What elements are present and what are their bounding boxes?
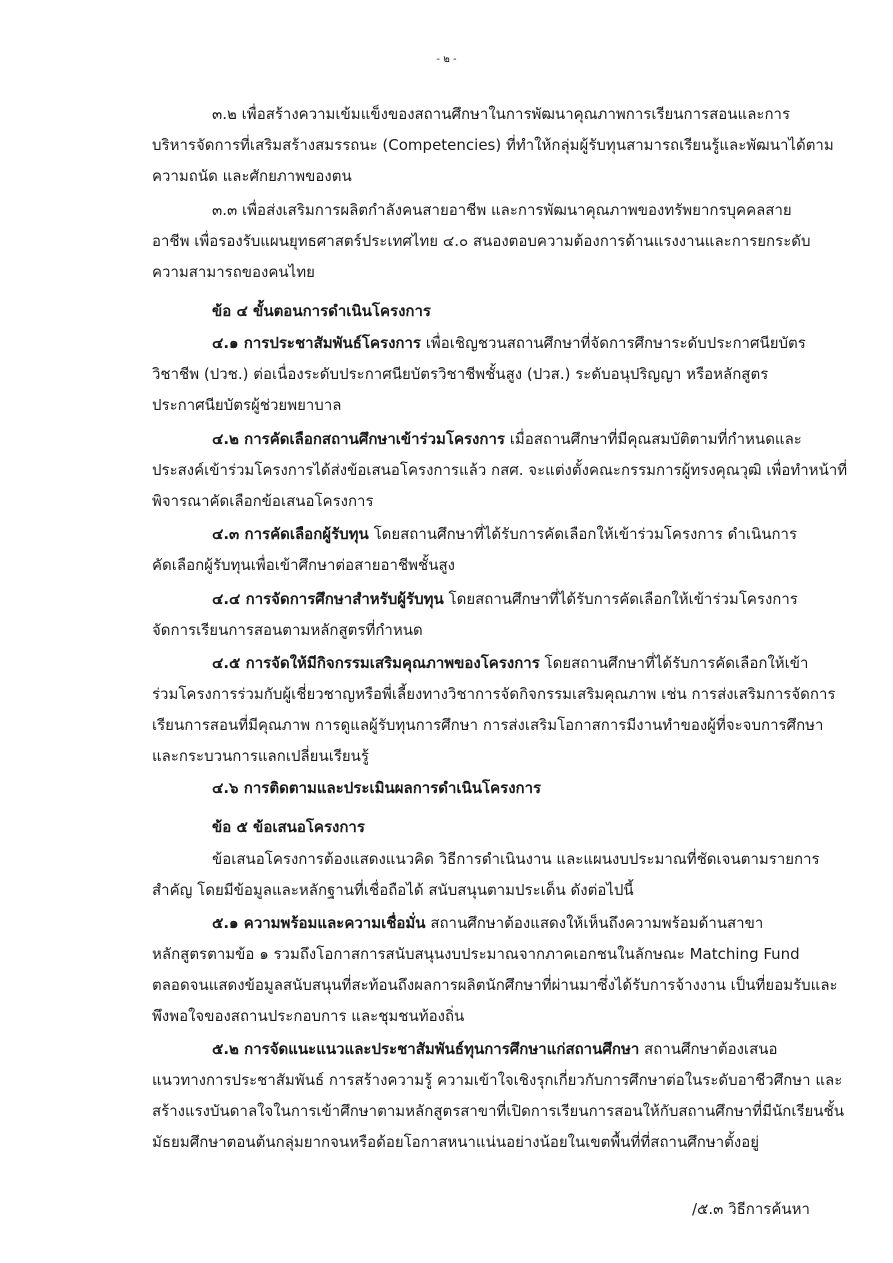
para-4-1-text: เพื่อเชิญชวนสถานศึกษาที่จัดการศึกษาระดับประกาศนียบัตร (420, 334, 806, 352)
para-4-3-text: โดยสถานศึกษาที่ได้รับการคัดเลือกให้เข้าร่วมโครงการ ดำเนินการ (368, 525, 798, 543)
para-3-2-line-3: ความถนัด และศักยภาพของตน (152, 167, 352, 185)
para-4-2-line-3: พิจารณาคัดเลือกข้อเสนอโครงการ (152, 492, 374, 510)
para-4-1-line-3: ประกาศนียบัตรผู้ช่วยพยาบาล (152, 396, 342, 414)
para-4-3-line-1 (212, 524, 797, 544)
para-4-4-title: ๔.๔ การจัดการศึกษาสำหรับผู้รับทุน (212, 590, 444, 608)
para-4-5-title: ๔.๕ การจัดให้มีกิจกรรมเสริมคุณภาพของโครงการ (212, 654, 540, 672)
para-3-2-line-2: บริหารจัดการที่เสริมสร้างสมรรถนะ (Competencies) ที่ทำให้กลุ่มผู้รับทุนสามารถเรียนรู้และพัฒนาได้ตาม (152, 136, 834, 154)
para-5-line-1: ข้อเสนอโครงการต้องแสดงแนวคิด วิธีการดำเนินงาน และแผนงบประมาณที่ชัดเจนตามรายการ (212, 850, 820, 868)
section-4-heading: ข้อ ๔ ขั้นตอนการดำเนินโครงการ (212, 302, 431, 320)
para-5-2-title: ๕.๒ การจัดแนะแนวและประชาสัมพันธ์ทุนการศึกษาแก่สถานศึกษา (212, 1040, 640, 1058)
para-5-2-line-2: แนวทางการประชาสัมพันธ์ การสร้างความรู้ ความเข้าใจเชิงรุกเกี่ยวกับการศึกษาต่อในระดับอาชีวศึกษา และ (152, 1071, 843, 1089)
para-5-2-line-4: มัธยมศึกษาตอนต้นกลุ่มยากจนหรือด้อยโอกาสหนาแน่นอย่างน้อยในเขตพื้นที่ที่สถานศึกษาตั้งอยู่ (152, 1133, 759, 1151)
para-5-1-title: ๕.๑ ความพร้อมและความเชื่อมั่น (212, 914, 426, 932)
para-4-2-line-2: ประสงค์เข้าร่วมโครงการได้ส่งข้อเสนอโครงการแล้ว กสศ. จะแต่งตั้งคณะกรรมการผู้ทรงคุณวุฒิ เพื่อทำหน้าที่ (152, 461, 848, 479)
para-4-5-line-4: และกระบวนการแลกเปลี่ยนเรียนรู้ (152, 747, 369, 765)
para-4-6: ๔.๖ การติดตามและประเมินผลการดำเนินโครงการ (212, 779, 542, 797)
para-5-2-line-1 (212, 1039, 777, 1059)
para-5-1-line-3: ตลอดจนแสดงข้อมูลสนับสนุนที่สะท้อนถึงผลการผลิตนักศึกษาที่ผ่านมาซึ่งได้รับการจ้างงาน เป็นที่ยอมรับและ (152, 976, 838, 994)
para-4-2-title: ๔.๒ การคัดเลือกสถานศึกษาเข้าร่วมโครงการ (212, 430, 505, 448)
para-4-2-text: เมื่อสถานศึกษาที่มีคุณสมบัติตามที่กำหนดและ (504, 430, 802, 448)
para-4-3-title: ๔.๓ การคัดเลือกผู้รับทุน (212, 525, 369, 543)
para-4-5-line-2: ร่วมโครงการร่วมกับผู้เชี่ยวชาญหรือพี่เลี้ยงทางวิชาการจัดกิจกรรมเสริมคุณภาพ เช่น การส่งเสริมการจัดการ (152, 685, 836, 703)
para-4-5-line-1 (212, 653, 808, 673)
para-4-1-line-1 (212, 333, 806, 353)
para-5-2-text: สถานศึกษาต้องเสนอ (639, 1040, 778, 1058)
para-4-3-line-2: คัดเลือกผู้รับทุนเพื่อเข้าศึกษาต่อสายอาชีพชั้นสูง (152, 556, 455, 574)
para-5-1-line-1 (212, 913, 763, 933)
para-4-1-title: ๔.๑ การประชาสัมพันธ์โครงการ (212, 334, 421, 352)
para-5-1-line-2: หลักสูตรตามข้อ ๑ รวมถึงโอกาสการสนับสนุนงบประมาณจากภาคเอกชนในลักษณะ Matching Fund (152, 945, 800, 963)
para-4-1-line-2: วิชาชีพ (ปวช.) ต่อเนื่องระดับประกาศนียบัตรวิชาชีพชั้นสูง (ปวส.) ระดับอนุปริญญา หรือหลักสูตร (152, 365, 769, 383)
para-3-2-line-1: ๓.๒ เพื่อสร้างความเข้มแข็งของสถานศึกษาในการพัฒนาคุณภาพการเรียนการสอนและการ (212, 105, 791, 123)
para-4-4-line-2: จัดการเรียนการสอนตามหลักสูตรที่กำหนด (152, 621, 423, 639)
next-page-marker: /๕.๓ วิธีการค้นหา (692, 1200, 810, 1218)
para-4-5-text: โดยสถานศึกษาที่ได้รับการคัดเลือกให้เข้า (539, 654, 809, 672)
para-5-1-line-4: พึงพอใจของสถานประกอบการ และชุมชนท้องถิ่น (152, 1007, 465, 1025)
para-5-line-2: สำคัญ โดยมีข้อมูลและหลักฐานที่เชื่อถือได้ สนับสนุนตามประเด็น ดังต่อไปนี้ (152, 881, 634, 899)
para-3-3-line-2: อาชีพ เพื่อรองรับแผนยุทธศาสตร์ประเทศไทย ๔.๐ สนองตอบความต้องการด้านแรงงานและการยกระดับ (152, 232, 811, 250)
para-4-5-line-3: เรียนการสอนที่มีคุณภาพ การดูแลผู้รับทุนการศึกษา การส่งเสริมโอกาสการมีงานทำของผู้ที่จะจบการศึกษา (152, 716, 824, 734)
para-5-1-text: สถานศึกษาต้องแสดงให้เห็นถึงความพร้อมด้านสาขา (425, 914, 764, 932)
para-4-4-text: โดยสถานศึกษาที่ได้รับการคัดเลือกให้เข้าร่วมโครงการ (443, 590, 798, 608)
para-3-3-line-1: ๓.๓ เพื่อส่งเสริมการผลิตกำลังคนสายอาชีพ และการพัฒนาคุณภาพของทรัพยากรบุคคลสาย (212, 201, 792, 219)
section-5-heading: ข้อ ๕ ข้อเสนอโครงการ (212, 818, 365, 836)
page-number: - ๒ - (436, 54, 457, 65)
para-4-2-line-1 (212, 429, 802, 449)
para-4-4-line-1 (212, 589, 798, 609)
para-3-3-line-3: ความสามารถของคนไทย (152, 263, 315, 281)
para-5-2-line-3: สร้างแรงบันดาลใจในการเข้าศึกษาตามหลักสูตรสาขาที่เปิดการเรียนการสอนให้กับสถานศึกษาที่มีนักเรียนชั้น (152, 1102, 844, 1120)
